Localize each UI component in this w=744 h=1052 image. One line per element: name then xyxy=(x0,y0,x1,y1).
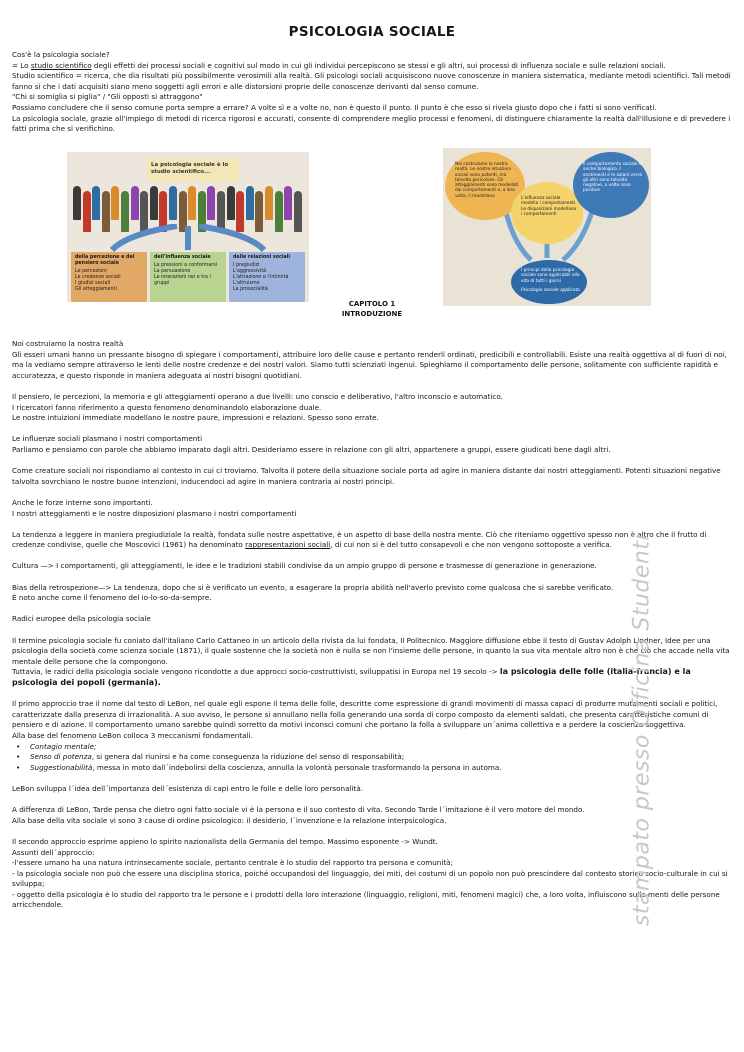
person-figure xyxy=(131,186,139,220)
category-social-perception: della percezione e del pensiero sociale Le percezioni Le credenze sociali I giudizi sociali Gli atteggiamenti xyxy=(71,252,147,302)
intro-quote: "Chi si somiglia si piglia" / "Gli opposti si attraggono" xyxy=(12,92,203,102)
paragraph: Cultura —> I comportamenti, gli atteggiamenti, le idee e le tradizioni stabili condivise da un ampio gruppo di persone e trasmesse di generazione in generazione. xyxy=(12,561,597,571)
paragraph: Assunti dell´approccio: xyxy=(12,847,95,857)
chapter-name: INTRODUZIONE xyxy=(341,310,403,318)
bold-phrase: la psicologia delle folle (italia-francia) e la psicologia dei popoli (germania). xyxy=(12,667,691,687)
paragraph: Parliamo e pensiamo con parole che abbiamo imparato dagli altri. Desideriamo essere in relazione con gli altri, appartenere a gruppi, essere giudicati bene dagli altri. xyxy=(12,444,611,454)
paragraph: La tendenza a leggere in maniera pregiudiziale la realtà, fondata sulle nostre aspettative, è un aspetto di base della nostra mente. Ciò che riteniamo oggettivo spesso non è altro che il frutto di credenze condivise, quelle che Moscovici (1961) ha denominato rappresentazioni sociali, di cui non si è del tutto consapevoli e che non vengono sottoposte a verifica. xyxy=(12,529,707,550)
paragraph: -l'essere umano ha una natura intrinsecamente sociale, pertanto centrale è lo studio del rapporto tra persona e comunità; xyxy=(12,858,453,868)
paragraph: Gli esseri umani hanno un pressante bisogno di spiegare i comportamenti, attribuire loro delle cause e pertanto renderli ordinati, predicibili e controllabili. Esiste una realtà oggettiva al di fuori di noi, ma la vediamo sempre attraverso le lenti delle nostre credenze e dei nostri valori. Siamo tutti scienziati ingenui. Spieghiamo il comportamento delle persone, solitamente con sufficiente rapidità e accuratezza, e questo risponde in maniera adeguata ai nostri bisogni quotidiani. xyxy=(12,349,727,380)
paragraph: Bias della retrospezione—> La tendenza, dopo che si è verificato un evento, a esagerare la propria abilità nell'averlo previsto come qualcosa che si sarebbe verificato. xyxy=(12,582,614,592)
person-figure xyxy=(169,186,177,220)
figure-heading: La psicologia sociale è lo studio scientifico... xyxy=(147,158,239,182)
watermark: stampato presso Officina Studenti xyxy=(629,533,655,927)
person-figure xyxy=(284,186,292,220)
category-social-relations: delle relazioni sociali I pregiudizi L'aggressività L'attrazione e l'intimità L'altruismo La prosocialità xyxy=(229,252,305,302)
paragraph: Il pensiero, le percezioni, la memoria e gli atteggiamenti operano a due livelli: uno conscio e deliberativo, l'altro inconscio e automatico. xyxy=(12,391,503,401)
definition-term: studio scientifico xyxy=(30,60,92,70)
page-title: PSICOLOGIA SOCIALE xyxy=(288,24,456,40)
person-figure xyxy=(265,186,273,220)
paragraph: LeBon sviluppa l´idea dell´importanza dell´esistenza di capi entro le folle e delle loro personalità. xyxy=(12,783,364,793)
chapter-heading xyxy=(0,299,744,319)
figure-social-psychology-principles xyxy=(443,148,651,306)
person-figure xyxy=(246,186,254,220)
person-figure xyxy=(227,186,235,220)
person-figure xyxy=(111,186,119,220)
paragraph: Il secondo approccio esprime appieno lo spirito nazionalista della Germania del tempo. Massimo esponente -> Wundt. xyxy=(12,836,438,846)
figure-social-psychology-overview xyxy=(67,152,309,302)
paragraph: Le nostre intuizioni immediate modellano le nostre paure, impressioni e relazioni. Spesso sono errate. xyxy=(12,413,379,423)
paragraph: Alla base della vita sociale vi sono 3 cause di ordine psicologico: il desiderio, l´invenzione e la relazione interpsicologica. xyxy=(12,815,447,825)
paragraph: Il termine psicologia sociale fu coniato dall'italiano Carlo Cattaneo in un articolo della rivista da lui fondata, Il Politecnico. Maggiore diffusione ebbe il testo di Gustav Adolph Lindner, Idee per una psicologia della società come scienza sociale (1871), il quale sostenne che la società non è nulla se non l'insieme delle persone, in quanto la sua vita mentale altro non è che ciò che accade nella vita mentale delle persone che la compongono. xyxy=(12,635,730,666)
person-figure xyxy=(92,186,100,220)
arrows-graphic xyxy=(67,224,309,254)
intro-paragraph: La psicologia sociale, grazie all'impiego di metodi di ricerca rigorosi e accurati, consente di comprendere meglio processi e fenomeni, di distinguere chiaramente la realtà dall'illusione e di prevedere i fatti prima che si verifichino. xyxy=(12,113,731,134)
paragraph: Tuttavia, le radici della psicologia sociale vengono ricondotte a due approcci socio-costruttivisti, sviluppatisi in Europa nel 19 secolo -> la psicologia delle folle (italia-francia) e la psicologia dei popoli (germania). xyxy=(12,667,691,687)
principle-circle: L'influenza sociale modella i comportamenti. Le disposizioni modellano i comportamenti xyxy=(511,182,583,244)
person-figure xyxy=(207,186,215,220)
paragraph: - la psicologia sociale non può che essere una disciplina storica, poiché occupandosi del linguaggio, dei miti, dei costumi di un popolo non può prescindere dal contesto storico socio-culturale in cui si sviluppa; xyxy=(12,868,728,889)
principle-circle: Il comportamento sociale è anche biologico. I sentimenti e le azioni verso gli altri sono talvolta negative, a volte sono positive xyxy=(573,152,649,218)
person-figure xyxy=(150,186,158,220)
category-social-influence: dell'influenza sociale Le pressioni a conformarsi La persuasione Le interazioni nei e tra i gruppi xyxy=(150,252,226,302)
paragraph: Come creature sociali noi rispondiamo al contesto in cui ci troviamo. Talvolta il potere della situazione sociale porta ad agire in maniera distante dai nostri atteggiamenti. Potenti situazioni negative talvolta sovrchiano le nostre buone intenzioni, inducendoci ad agire in maniera contraria ai nostri principi. xyxy=(12,466,721,486)
term-social-representations: rappresentazioni sociali xyxy=(245,540,331,550)
section-heading: Noi costruiamo la nostra realtà xyxy=(12,339,124,348)
person-figure xyxy=(73,186,81,220)
paragraph: Anche le forze interne sono importanti. xyxy=(12,497,153,507)
section-heading: Radici europee della psicologia sociale xyxy=(12,614,151,624)
list-item: • Senso di potenza, si genera dal riunirsi e ha come conseguenza la riduzione del senso di responsabilità; xyxy=(12,752,734,763)
section-heading: Le influenze sociali plasmano i nostri comportamenti xyxy=(12,434,203,444)
principle-circle: Noi costruiamo la nostra realtà. Le nostre intuizioni sociali sono potenti, ma talvolta pericolose. Gli atteggiamenti sono modellati dai comportamenti e, a loro volta, li modellano xyxy=(445,152,525,220)
paragraph: - oggetto della psicologia è lo studio del rapporto tra le persone e i prodotti della loro interazione (linguaggio, religioni, miti, fenomeni magici) che, a loro volta, influiscono sulle menti delle persone arricchendole. xyxy=(12,889,720,910)
intro-definition: = Lo studio scientifico degli effetti dei processi sociali e cognitivi sul modo in cui gli individui percepiscono se stessi e gli altri, sui processi di influenza sociale e sulle relazioni sociali. xyxy=(12,60,666,70)
paragraph: Alla base del fenomeno LeBon colloca 3 meccanismi fondamentali. xyxy=(12,730,253,740)
intro-paragraph: Studio scientifico = ricerca, che dia risultati più possibilmente verosimili alla realtà. Gli psicologi sociali acquisiscono nuove conoscenze in maniera sistematica, mediante metodi scientifici. Tali metodi fanno sì che i dati acquisiti siano meno soggetti agli errori e alle distorsioni proprie delle conoscenze derivanti dal senso comune. xyxy=(12,71,731,91)
chapter-label: CAPITOLO 1 xyxy=(348,300,396,308)
principle-circle-applied: I principi della psicologia sociale sono applicabili alla vita di tutti i giorni Psicologia sociale applicata xyxy=(511,260,587,304)
paragraph: Il primo approccio trae il nome dal testo di LeBon, nel quale egli espone il tema delle folle, descritte come espressione di grandi movimenti di massa capaci di produrre mutamenti sociali e politici, caratterizzate dalla presenza di irrazionalità. A suo avviso, le persone si annullano nella folla generando una sorda di corpo composto da elementi saldati, che presenta caratteristiche comuni di pensiero e di azione. Il comportamento umano sarebbe quindi sorretto da motivi inconsci comuni che portano la folla a sviluppare un´anima collettiva e a perdere la coscienza soggettiva. xyxy=(12,699,718,730)
list-item: • Suggestionabilità, messa in moto dall´indebolirsi della coscienza, annulla la volontà personale trasformando la persona in automa. xyxy=(12,763,734,774)
paragraph: A differenza di LeBon, Tarde pensa che dietro ogni fatto sociale vi è la persona e il suo contesto di vita. Secondo Tarde l´imitazione è il vero motore del mondo. xyxy=(12,805,585,815)
paragraph: È noto anche come il fenomeno del io-lo-so-da-sempre. xyxy=(12,593,212,603)
intro-block xyxy=(12,50,734,135)
intro-paragraph: Possiamo concludere che il senso comune porta sempre a errare? A volte sì e a volte no, non è questo il punto. Il punto è che esso si rivela giusto dopo che i fatti si sono verificati. xyxy=(12,102,657,112)
paragraph: I ricercatori fanno riferimento a questo fenomeno denominandolo elaborazione duale. xyxy=(12,402,322,412)
paragraph: I nostri atteggiamenti e le nostre disposizioni plasmano i nostri comportamenti xyxy=(12,508,297,518)
intro-question: Cos'è la psicologia sociale? xyxy=(12,50,110,59)
list-item: • Contagio mentale; xyxy=(12,742,734,753)
person-figure xyxy=(188,186,196,220)
